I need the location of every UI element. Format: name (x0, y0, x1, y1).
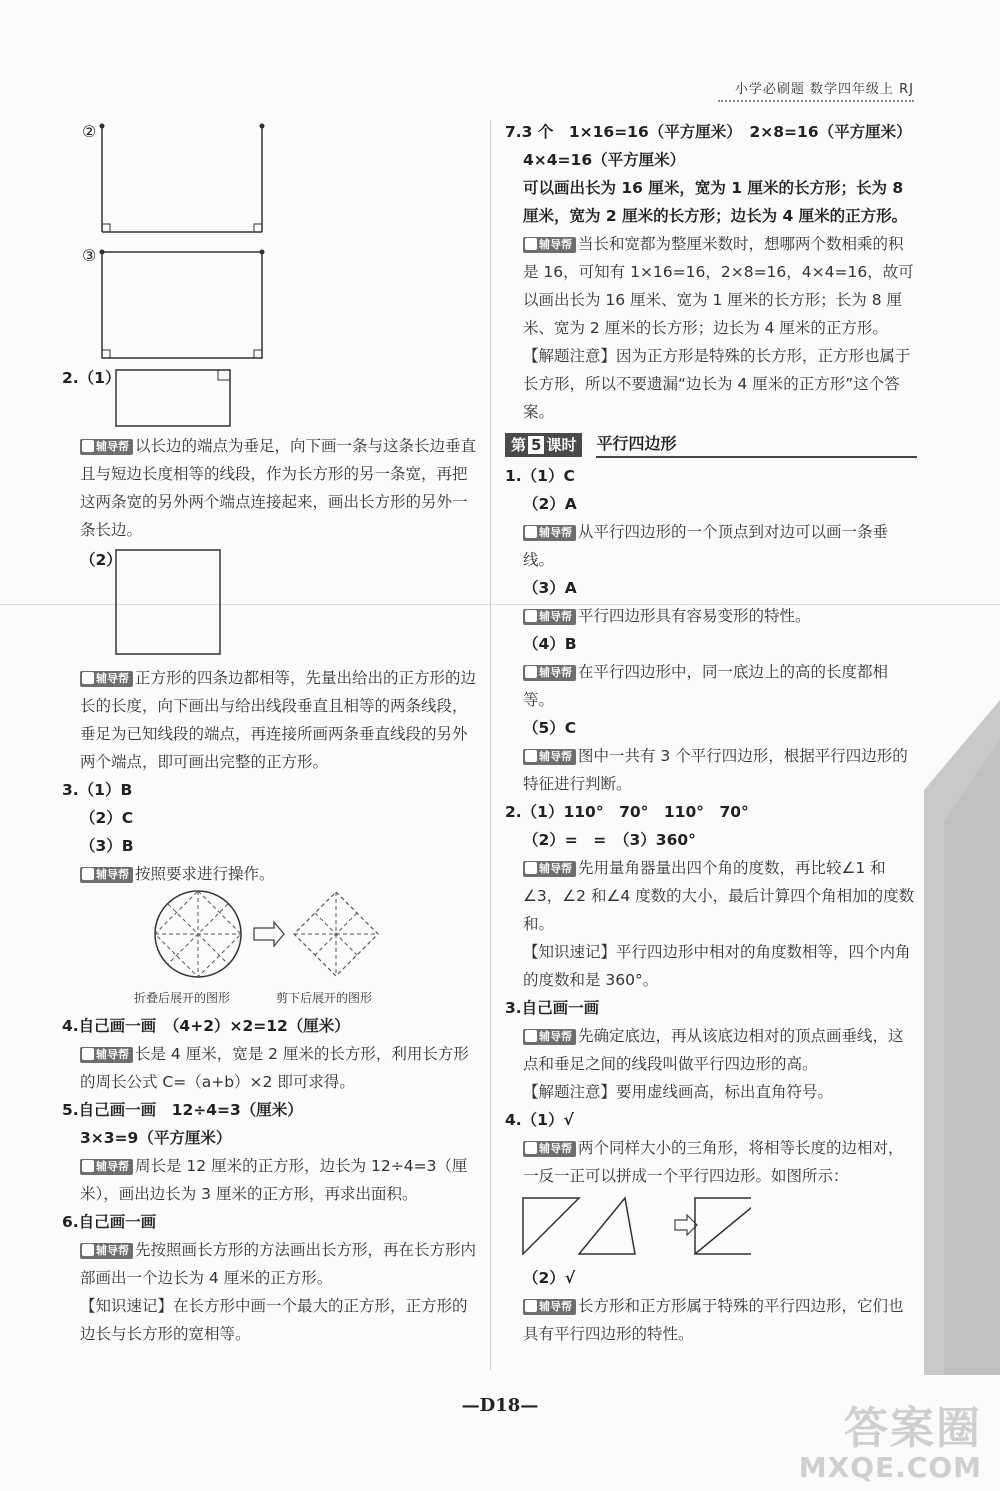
note-text: 正方形的四条边都相等，先量出给出的正方形的边长的长度，向下画出与给出线段垂直且相等的两条线段，垂足为已知线段的端点，再连接所画两条垂直线段的另外两个端点，即可画出完整的正方形。 (80, 669, 477, 771)
question-7-note (505, 230, 917, 342)
section-q3: 3.自己画一画 (505, 999, 600, 1017)
watermark-cn: 答案圈 (844, 1403, 982, 1454)
question-3-3: （3）B (80, 837, 134, 855)
book-icon (82, 1048, 94, 1060)
section-title: 平行四边形 (596, 432, 917, 458)
question-2-1-note (62, 432, 476, 544)
note-text: 长方形和正方形属于特殊的平行四边形，它们也具有平行四边形的特性。 (523, 1297, 904, 1343)
question-3-1: 3.（1）B (62, 781, 133, 799)
section-q1-2-note (505, 518, 917, 574)
section-q2-tip: 【知识速记】平行四边形中相对的角度数相等，四个内角的度数和是 360°。 (523, 943, 911, 989)
note-text: 先用量角器量出四个角的度数，再比较∠1 和∠3，∠2 和∠4 度数的大小，最后计算四个角相加的度数和。 (523, 859, 915, 933)
question-6-tip: 【知识速记】在长方形中画一个最大的正方形，正方形的边长与长方形的宽相等。 (80, 1297, 468, 1343)
figure-2-open-rectangle (62, 118, 476, 242)
tag-label: 辅导帮 (539, 1300, 572, 1313)
section-q1-3: （3）A (523, 579, 577, 597)
caption-folded: 折叠后展开的图形 (134, 991, 231, 1005)
question-7: 7.3 个 1×16=16（平方厘米） 2×8=16（平方厘米） (505, 123, 912, 141)
question-2-2-note (62, 664, 476, 776)
question-6-note (62, 1236, 476, 1292)
note-text: 在平行四边形中，同一底边上的高的长度都相等。 (523, 663, 889, 709)
section-q4-1-note (505, 1134, 917, 1190)
watermark (799, 1405, 982, 1483)
fudaobang-tag (523, 1029, 576, 1045)
question-7-c: 可以画出长为 16 厘米，宽为 1 厘米的长方形；长为 8 厘米，宽为 2 厘米的长方形；边长为 4 厘米的正方形。 (523, 179, 908, 225)
book-icon (525, 750, 537, 762)
section-q1-5-note (505, 742, 917, 798)
note-text: 先按照画长方形的方法画出长方形，再在长方形内部画出一个边长为 4 厘米的正方形。 (80, 1241, 477, 1287)
fudaobang-tag (523, 665, 576, 681)
fudaobang-tag (523, 1141, 576, 1157)
question-2-1 (62, 364, 476, 432)
note-text: 平行四边形具有容易变形的特性。 (578, 607, 811, 625)
tag-label: 辅导帮 (96, 1244, 129, 1257)
section-q3-note (505, 1022, 917, 1078)
figure-3-label: ③ (82, 246, 97, 265)
book-icon (525, 526, 537, 538)
figure-3-rectangle (62, 242, 476, 364)
book-icon (525, 862, 537, 874)
note-text: 从平行四边形的一个顶点到对边可以画一条垂线。 (523, 523, 889, 569)
fold-cut-figure (62, 888, 476, 984)
section-q1-1: 1.（1）C (505, 467, 575, 485)
rectangle-drawing (82, 242, 302, 362)
fudaobang-tag (80, 1243, 133, 1259)
section-q4-2-note (505, 1292, 917, 1348)
fudaobang-tag (523, 609, 576, 625)
tag-label: 辅导帮 (539, 862, 572, 875)
book-icon (82, 440, 94, 452)
section-q4-1: 4.（1）√ (505, 1111, 574, 1129)
lesson-number: 5 (528, 436, 544, 454)
triangles-to-parallelogram-figure (505, 1190, 917, 1264)
tag-label: 辅导帮 (539, 750, 572, 763)
book-icon (525, 1300, 537, 1312)
section-q2-1: 2.（1）110° 70° 110° 70° (505, 803, 749, 821)
book-icon (82, 868, 94, 880)
book-icon (82, 1160, 94, 1172)
section-q2-note (505, 854, 917, 938)
section-q1-4-note (505, 658, 917, 714)
tag-label: 辅导帮 (539, 526, 572, 539)
square-drawing (112, 546, 232, 662)
section-q4-2: （2）√ (523, 1269, 576, 1287)
left-column (62, 118, 476, 1348)
fudaobang-tag (80, 1047, 133, 1063)
fudaobang-tag (523, 237, 576, 253)
fudaobang-tag (523, 749, 576, 765)
question-7-b: 4×4=16（平方厘米） (523, 151, 686, 169)
question-7-tip: 【解题注意】因为正方形是特殊的长方形，正方形也属于长方形，所以不要遗漏“边长为 4 厘米的正方形”这个答案。 (523, 347, 911, 421)
book-icon (525, 610, 537, 622)
tag-label: 辅导帮 (539, 1030, 572, 1043)
tag-label: 辅导帮 (96, 1160, 129, 1173)
circle-to-diamond-drawing (132, 890, 462, 986)
section-q1-3-note (505, 602, 917, 630)
book-icon (82, 1244, 94, 1256)
tag-label: 辅导帮 (539, 666, 572, 679)
fudaobang-tag (523, 1299, 576, 1315)
question-4: 4.自己画一画 （4+2）×2=12（厘米） (62, 1017, 350, 1035)
question-2-1-label: 2.（1） (62, 369, 121, 387)
question-4-note (62, 1040, 476, 1096)
question-5-note (62, 1152, 476, 1208)
fudaobang-tag (80, 1159, 133, 1175)
note-text: 当长和宽都为整厘米数时，想哪两个数相乘的积是 16，可知有 1×16=16，2×8=16，4×4=16，故可以画出长为 16 厘米、宽为 1 厘米的长方形；长为 8 厘米、宽为 2 厘米的长方形；边长为 4 厘米的正方形。 (523, 235, 914, 337)
tag-label: 辅导帮 (96, 1048, 129, 1061)
fold-cut-captions (62, 984, 476, 1012)
lesson-badge (505, 433, 582, 457)
fudaobang-tag (80, 867, 133, 883)
question-3-note (62, 860, 476, 888)
book-icon (82, 672, 94, 684)
note-text: 图中一共有 3 个平行四边形，根据平行四边形的特征进行判断。 (523, 747, 908, 793)
question-5: 5.自己画一画 12÷4=3（厘米） (62, 1101, 303, 1119)
fudaobang-tag (523, 525, 576, 541)
tag-label: 辅导帮 (96, 672, 129, 685)
question-5-b: 3×3=9（平方厘米） (80, 1129, 232, 1147)
note-text: 按照要求进行操作。 (135, 865, 275, 883)
book-icon (525, 1030, 537, 1042)
open-rectangle-drawing (82, 118, 302, 242)
tag-label: 辅导帮 (96, 440, 129, 453)
right-column (505, 118, 917, 1348)
note-text: 两个同样大小的三角形，将相等长度的边相对，一反一正可以拼成一个平行四边形。如图所示： (523, 1139, 904, 1185)
page-number: —D18— (461, 1395, 539, 1416)
section-q1-5: （5）C (523, 719, 577, 737)
lesson-heading (505, 430, 917, 460)
section-q2-2: （2）= = （3）360° (523, 831, 696, 849)
tag-label: 辅导帮 (539, 1142, 572, 1155)
side-decoration-tab (924, 700, 1000, 1375)
note-text: 周长是 12 厘米的正方形，边长为 12÷4=3（厘米），画出边长为 3 厘米的正方形，再求出面积。 (80, 1157, 468, 1203)
triangles-drawing (521, 1194, 751, 1262)
book-icon (525, 1142, 537, 1154)
section-q3-tip: 【解题注意】要用虚线画高，标出直角符号。 (523, 1083, 834, 1101)
fudaobang-tag (523, 861, 576, 877)
note-text: 以长边的端点为垂足，向下画一条与这条长边垂直且与短边长度相等的线段，作为长方形的另一条宽，再把这两条宽的另外两个端点连接起来，画出长方形的另外一条长边。 (80, 437, 477, 539)
question-2-2-label: （2） (80, 551, 122, 569)
tag-label: 辅导帮 (539, 238, 572, 251)
caption-cut: 剪下后展开的图形 (276, 991, 373, 1005)
note-text: 先确定底边，再从该底边相对的顶点画垂线，这点和垂足之间的线段叫做平行四边形的高。 (523, 1027, 904, 1073)
watermark-en: MXQE.COM (798, 1451, 982, 1484)
lesson-prefix: 第 (511, 436, 527, 454)
page-header: 小学必刷题 数学四年级上 RJ (734, 82, 914, 97)
book-icon (525, 666, 537, 678)
tag-label: 辅导帮 (96, 868, 129, 881)
book-icon (525, 238, 537, 250)
question-2-2 (62, 546, 476, 664)
column-divider (490, 120, 491, 1370)
fudaobang-tag (80, 439, 133, 455)
lesson-suffix: 课时 (546, 436, 577, 454)
note-text: 长是 4 厘米，宽是 2 厘米的长方形，利用长方形的周长公式 C=（a+b）×2 即可求得。 (80, 1045, 469, 1091)
question-6: 6.自己画一画 (62, 1213, 157, 1231)
question-3-2: （2）C (80, 809, 134, 827)
figure-2-label: ② (82, 122, 97, 141)
header-dotted-rule (718, 100, 914, 102)
fudaobang-tag (80, 671, 133, 687)
tag-label: 辅导帮 (539, 610, 572, 623)
small-rectangle-drawing (112, 368, 242, 432)
section-q1-2: （2）A (523, 495, 577, 513)
section-q1-4: （4）B (523, 635, 577, 653)
